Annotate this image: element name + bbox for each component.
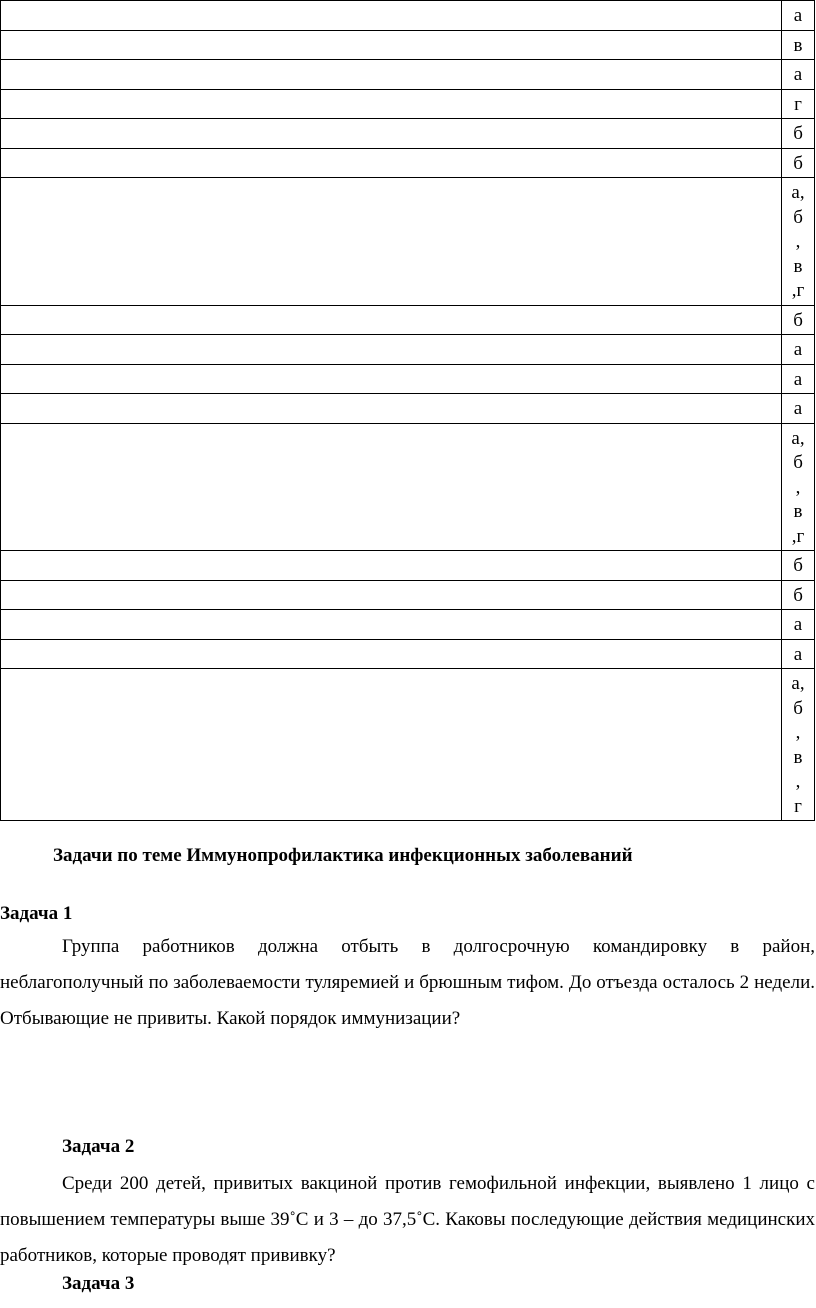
question-cell	[1, 669, 782, 821]
question-cell	[1, 1, 782, 31]
table-row	[1, 89, 815, 119]
task-1-title: Задача 1	[0, 903, 73, 924]
answer-cell: б	[782, 551, 815, 581]
answer-cell: а	[782, 394, 815, 424]
question-cell	[1, 119, 782, 149]
question-cell	[1, 580, 782, 610]
table-row	[1, 639, 815, 669]
question-cell	[1, 610, 782, 640]
table-row	[1, 178, 815, 306]
table-row	[1, 580, 815, 610]
answer-cell: а	[782, 364, 815, 394]
table-row	[1, 60, 815, 90]
question-cell	[1, 639, 782, 669]
task-3-title: Задача 3	[62, 1273, 135, 1294]
answer-cell: а, б , в ,г	[782, 423, 815, 551]
answer-rows	[1, 1, 815, 821]
question-cell	[1, 60, 782, 90]
question-cell	[1, 423, 782, 551]
question-cell	[1, 148, 782, 178]
section-title: Задачи по теме Иммунопрофилактика инфекционных заболеваний	[53, 845, 633, 866]
answer-cell: а	[782, 335, 815, 365]
table-row	[1, 610, 815, 640]
answer-cell: г	[782, 89, 815, 119]
answer-cell: б	[782, 148, 815, 178]
question-cell	[1, 551, 782, 581]
table-row	[1, 423, 815, 551]
table-row	[1, 669, 815, 821]
question-cell	[1, 305, 782, 335]
question-cell	[1, 30, 782, 60]
task-2-title: Задача 2	[62, 1136, 135, 1157]
answer-cell: а, б , в ,г	[782, 178, 815, 306]
question-cell	[1, 394, 782, 424]
answer-cell: б	[782, 305, 815, 335]
answer-cell: а, б , в , г	[782, 669, 815, 821]
answer-cell: а	[782, 60, 815, 90]
table-row	[1, 551, 815, 581]
table-row	[1, 119, 815, 149]
answer-cell: а	[782, 1, 815, 31]
question-cell	[1, 89, 782, 119]
table-row	[1, 30, 815, 60]
table-row	[1, 305, 815, 335]
answer-cell: б	[782, 119, 815, 149]
answer-cell: а	[782, 639, 815, 669]
table-row	[1, 335, 815, 365]
question-cell	[1, 178, 782, 306]
answer-cell: а	[782, 610, 815, 640]
answer-cell: в	[782, 30, 815, 60]
task-1-text: Группа работников должна отбыть в долгосрочную командировку в район, неблагополучный по заболеваемости туляремией и брюшным тифом. До отъезда осталось 2 недели. Отбывающие не привиты. Какой порядок иммунизации?	[0, 936, 815, 1029]
answer-cell: б	[782, 580, 815, 610]
question-cell	[1, 364, 782, 394]
task-2-text: Среди 200 детей, привитых вакциной против гемофильной инфекции, выявлено 1 лицо с повышением температуры выше 39˚С и 3 – до 37,5˚С. Каковы последующие действия медицинских работников, которые проводят прививку?	[0, 1173, 815, 1266]
table-row	[1, 148, 815, 178]
table-row	[1, 1, 815, 31]
question-cell	[1, 335, 782, 365]
table-row	[1, 364, 815, 394]
table-row	[1, 394, 815, 424]
